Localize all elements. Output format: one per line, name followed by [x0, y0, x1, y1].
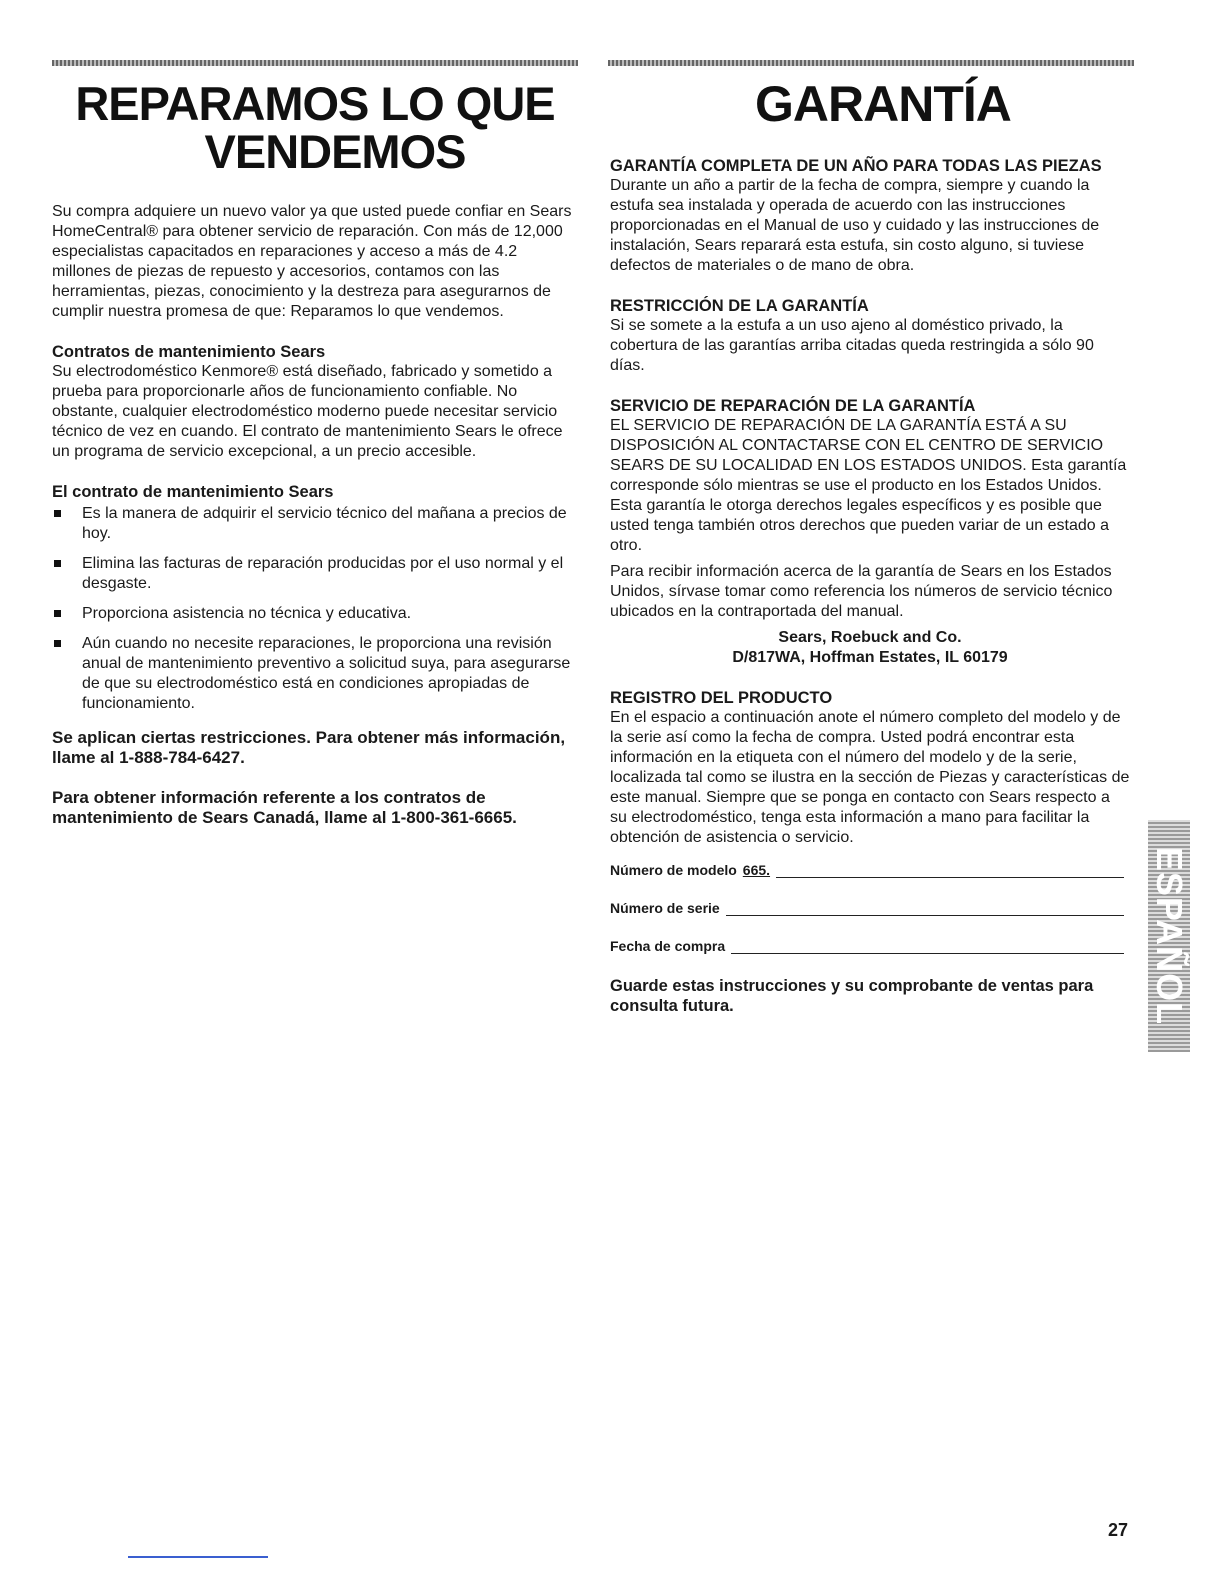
restriction-heading: RESTRICCIÓN DE LA GARANTÍA: [610, 297, 869, 315]
top-rule-right: [608, 60, 1134, 66]
warranty-info-paragraph: Para recibir información acerca de la garantía de Sears en los Estados Unidos, sírvase tomar como referencia los números de servicio técnico ubicados en la contraportada del manual.: [610, 563, 1113, 620]
address-line1: Sears, Roebuck and Co.: [778, 629, 962, 646]
repair-service-heading: SERVICIO DE REPARACIÓN DE LA GARANTÍA: [610, 397, 976, 415]
page-number: 27: [1108, 1520, 1129, 1540]
bullet-square-icon: [54, 560, 61, 567]
purchase-date-field[interactable]: [731, 939, 1124, 954]
contracts-paragraph: Su electrodoméstico Kenmore® está diseñado, fabricado y sometido a prueba para proporcionarle años de funcionamiento confiable. No obstante, cualquier electrodoméstico moderno puede necesitar servicio técnico de vez en cuando. El contrato de mantenimiento Sears le ofrece un programa de servicio excepcional, a un precio accesible.: [52, 363, 563, 460]
serial-number-field[interactable]: [726, 901, 1124, 916]
left-column: [52, 77, 578, 828]
model-number-row: [610, 856, 1124, 878]
serial-number-row: [610, 894, 1124, 916]
restriction-paragraph: Si se somete a la estufa a un uso ajeno al doméstico privado, la cobertura de las garantías arriba citadas queda restringida a sólo 90 días.: [610, 317, 1094, 374]
model-number-field[interactable]: [776, 863, 1124, 878]
bullet-square-icon: [54, 610, 61, 617]
full-warranty-heading: GARANTÍA COMPLETA DE UN AÑO PARA TODAS LAS PIEZAS: [610, 157, 1102, 175]
list-item: Elimina las facturas de reparación producidas por el uso normal y el desgaste.: [52, 554, 578, 594]
repair-service-paragraph: EL SERVICIO DE REPARACIÓN DE LA GARANTÍA ESTÁ A SU DISPOSICIÓN AL CONTACTARSE CON EL CENTRO DE SERVICIO SEARS DE SU LOCALIDAD EN LOS ESTADOS UNIDOS. Esta garantía corresponde sólo mientras se use el producto en los Estados Unidos. Esta garantía le otorga derechos legales específicos y es posible que usted tenga también otros derechos que pueden variar de un estado a otro.: [610, 417, 1127, 554]
serial-number-label: Número de serie: [610, 900, 720, 916]
left-title-line2: VENDEMOS: [204, 125, 466, 178]
contracts-heading: Contratos de mantenimiento Sears: [52, 343, 326, 361]
model-number-label: Número de modelo: [610, 862, 737, 878]
language-side-tab-label: ESPAÑOL: [1149, 846, 1190, 1026]
list-item: Proporciona asistencia no técnica y educativa.: [52, 604, 578, 624]
full-warranty-paragraph: Durante un año a partir de la fecha de compra, siempre y cuando la estufa sea instalada y operada de acuerdo con las instrucciones proporcionadas en el Manual de uso y cuidado y las instrucciones de instalación, Sears reparará esta estufa, sin costo alguno, si tuviese defectos de materiales o de mano de obra.: [610, 177, 1100, 274]
list-item: Es la manera de adquirir el servicio técnico del mañana a precios de hoy.: [52, 504, 578, 544]
product-registration-heading: REGISTRO DEL PRODUCTO: [610, 689, 833, 707]
model-number-prefix: 665.: [742, 862, 771, 878]
sears-address: [610, 628, 1130, 668]
purchase-date-row: [610, 932, 1124, 954]
list-item: Aún cuando no necesite reparaciones, le proporciona una revisión anual de mantenimiento preventivo a solicitud suya, para asegurarse de que su electrodoméstico está en condiciones apropiadas de funcionamiento.: [52, 634, 578, 714]
warranty-title: GARANTÍA: [755, 76, 1011, 132]
product-registration-paragraph: En el espacio a continuación anote el número completo del modelo y de la serie así como la fecha de compra. Usted podrá encontrar esta información en la etiqueta con el número del modelo y de la serie, localizada tal como se ilustra en la sección de Piezas y características de este manual. Siempre que se ponga en contacto con Sears respecto a su electrodoméstico, tenga esta información a mano para facilitar la obtención de asistencia o servicio.: [610, 709, 1130, 846]
language-side-tab: [1148, 820, 1190, 1052]
intro-paragraph: Su compra adquiere un nuevo valor ya que usted puede confiar en Sears HomeCentral® para obtener servicio de reparación. Con más de 12,000 especialistas capacitados en reparaciones y acceso a más de 4.2 millones de piezas de repuesto y accesorios, contamos con las herramientas, piezas, conocimiento y la destreza para asegurarnos de cumplir nuestra promesa de que: Reparamos lo que vendemos.: [52, 203, 572, 320]
footer-divider: [128, 1556, 268, 1558]
contract-heading: El contrato de mantenimiento Sears: [52, 483, 334, 501]
top-rule-left: [52, 60, 578, 66]
purchase-date-label: Fecha de compra: [610, 938, 726, 954]
benefits-list: [52, 504, 578, 714]
keep-receipt-note: Guarde estas instrucciones y su comprobante de ventas para consulta futura.: [610, 977, 1094, 1015]
bullet-square-icon: [54, 640, 61, 647]
right-column: [610, 76, 1130, 1016]
restrictions-note: Se aplican ciertas restricciones. Para obtener más información, llame al 1-888-784-6427.: [52, 728, 566, 767]
address-line2: D/817WA, Hoffman Estates, IL 60179: [732, 649, 1008, 666]
bullet-square-icon: [54, 510, 61, 517]
canada-note: Para obtener información referente a los contratos de mantenimiento de Sears Canadá, llame al 1-800-361-6665.: [52, 788, 517, 827]
left-title-line1: REPARAMOS LO QUE: [75, 77, 555, 130]
